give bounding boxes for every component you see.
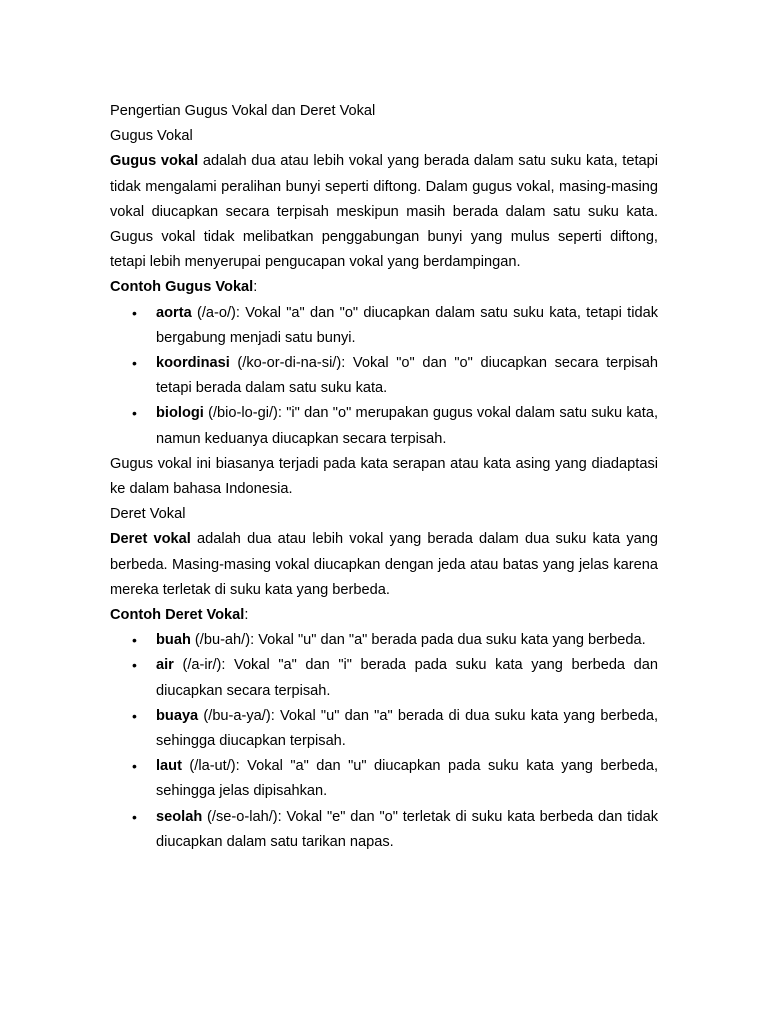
paragraph-deret-vokal-definition: [110, 527, 658, 603]
example-word: laut: [156, 758, 182, 775]
list-item: [110, 301, 658, 351]
example-word: seolah: [156, 808, 203, 825]
examples-heading-gugus-vokal: [110, 275, 658, 300]
definition-text: adalah dua atau lebih vokal yang berada dalam satu suku kata, tetapi tidak mengalami peralihan bunyi seperti diftong. Dalam gugus vokal, masing-masing vokal diucapkan secara terpisah meskipun masih berada dalam satu suku kata. Gugus vokal tidak melibatkan penggabungan bunyi yang mulus seperti diftong, tetapi lebih menyerupai pengucapan vokal yang berdampingan.: [110, 153, 658, 271]
paragraph-gugus-vokal-definition: [110, 149, 658, 275]
bullet-icon: •: [132, 405, 137, 422]
section-heading-gugus-vokal: Gugus Vokal: [110, 128, 193, 145]
examples-heading-colon: :: [253, 279, 258, 296]
term-gugus-vokal: Gugus vokal: [110, 153, 199, 170]
example-word: buah: [156, 632, 191, 649]
example-description: (/ko-or-di-na-si/): Vokal "o" dan "o" diucapkan secara terpisah tetapi berada dalam satu suku kata.: [156, 355, 658, 397]
list-item: [110, 704, 658, 754]
list-item: [110, 628, 658, 653]
section-heading-deret-vokal: Deret Vokal: [110, 506, 186, 523]
example-description: (/bu-ah/): Vokal "u" dan "a" berada pada dua suku kata yang berbeda.: [190, 632, 646, 649]
definition-text: adalah dua atau lebih vokal yang berada dalam dua suku kata yang berbeda. Masing-masing vokal diucapkan dengan jeda atau batas yang jelas karena mereka terletak di suku kata yang berbeda.: [110, 531, 658, 598]
example-description: (/a-ir/): Vokal "a" dan "i" berada pada suku kata yang berbeda dan diucapkan secara terpisah.: [156, 657, 658, 699]
bullet-icon: •: [132, 304, 137, 321]
examples-heading-colon: :: [244, 607, 249, 624]
list-item: [110, 351, 658, 401]
examples-heading-label: Contoh Deret Vokal: [110, 607, 245, 624]
list-item: [110, 754, 658, 804]
examples-heading-label: Contoh Gugus Vokal: [110, 279, 254, 296]
example-word: buaya: [156, 707, 199, 724]
bullet-icon: •: [132, 632, 137, 649]
bullet-icon: •: [132, 808, 137, 825]
example-description: (/a-o/): Vokal "a" dan "o" diucapkan dalam satu suku kata, tetapi tidak bergabung menjadi satu bunyi.: [156, 304, 658, 346]
list-item: [110, 653, 658, 703]
example-description: (/bu-a-ya/): Vokal "u" dan "a" berada di dua suku kata yang berbeda, sehingga diucapkan terpisah.: [156, 707, 658, 750]
example-word: aorta: [156, 304, 192, 321]
example-description: (/la-ut/): Vokal "a" dan "u" diucapkan pada suku kata yang berbeda, sehingga jelas dipisahkan.: [156, 758, 658, 800]
examples-heading-deret-vokal: [110, 603, 658, 628]
list-item: [110, 805, 658, 855]
bullet-icon: •: [132, 758, 137, 775]
bullet-icon: •: [132, 707, 137, 724]
example-description: (/bio-lo-gi/): "i" dan "o" merupakan gugus vokal dalam satu suku kata, namun keduanya diucapkan secara terpisah.: [156, 405, 658, 447]
deret-vokal-example-list: [110, 628, 658, 855]
document-title: Pengertian Gugus Vokal dan Deret Vokal: [110, 103, 376, 119]
list-item: [110, 401, 658, 451]
example-word: biologi: [156, 405, 204, 422]
term-deret-vokal: Deret vokal: [110, 531, 191, 548]
bullet-icon: •: [132, 355, 137, 372]
paragraph-gugus-vokal-closing: Gugus vokal ini biasanya terjadi pada kata serapan atau kata asing yang diadaptasi ke dalam bahasa Indonesia.: [110, 455, 658, 498]
gugus-vokal-example-list: [110, 301, 658, 452]
example-description: (/se-o-lah/): Vokal "e" dan "o" terletak di suku kata berbeda dan tidak diucapkan dalam satu tarikan napas.: [156, 808, 658, 850]
bullet-icon: •: [132, 657, 137, 674]
example-word: air: [156, 657, 174, 674]
example-word: koordinasi: [156, 355, 230, 372]
